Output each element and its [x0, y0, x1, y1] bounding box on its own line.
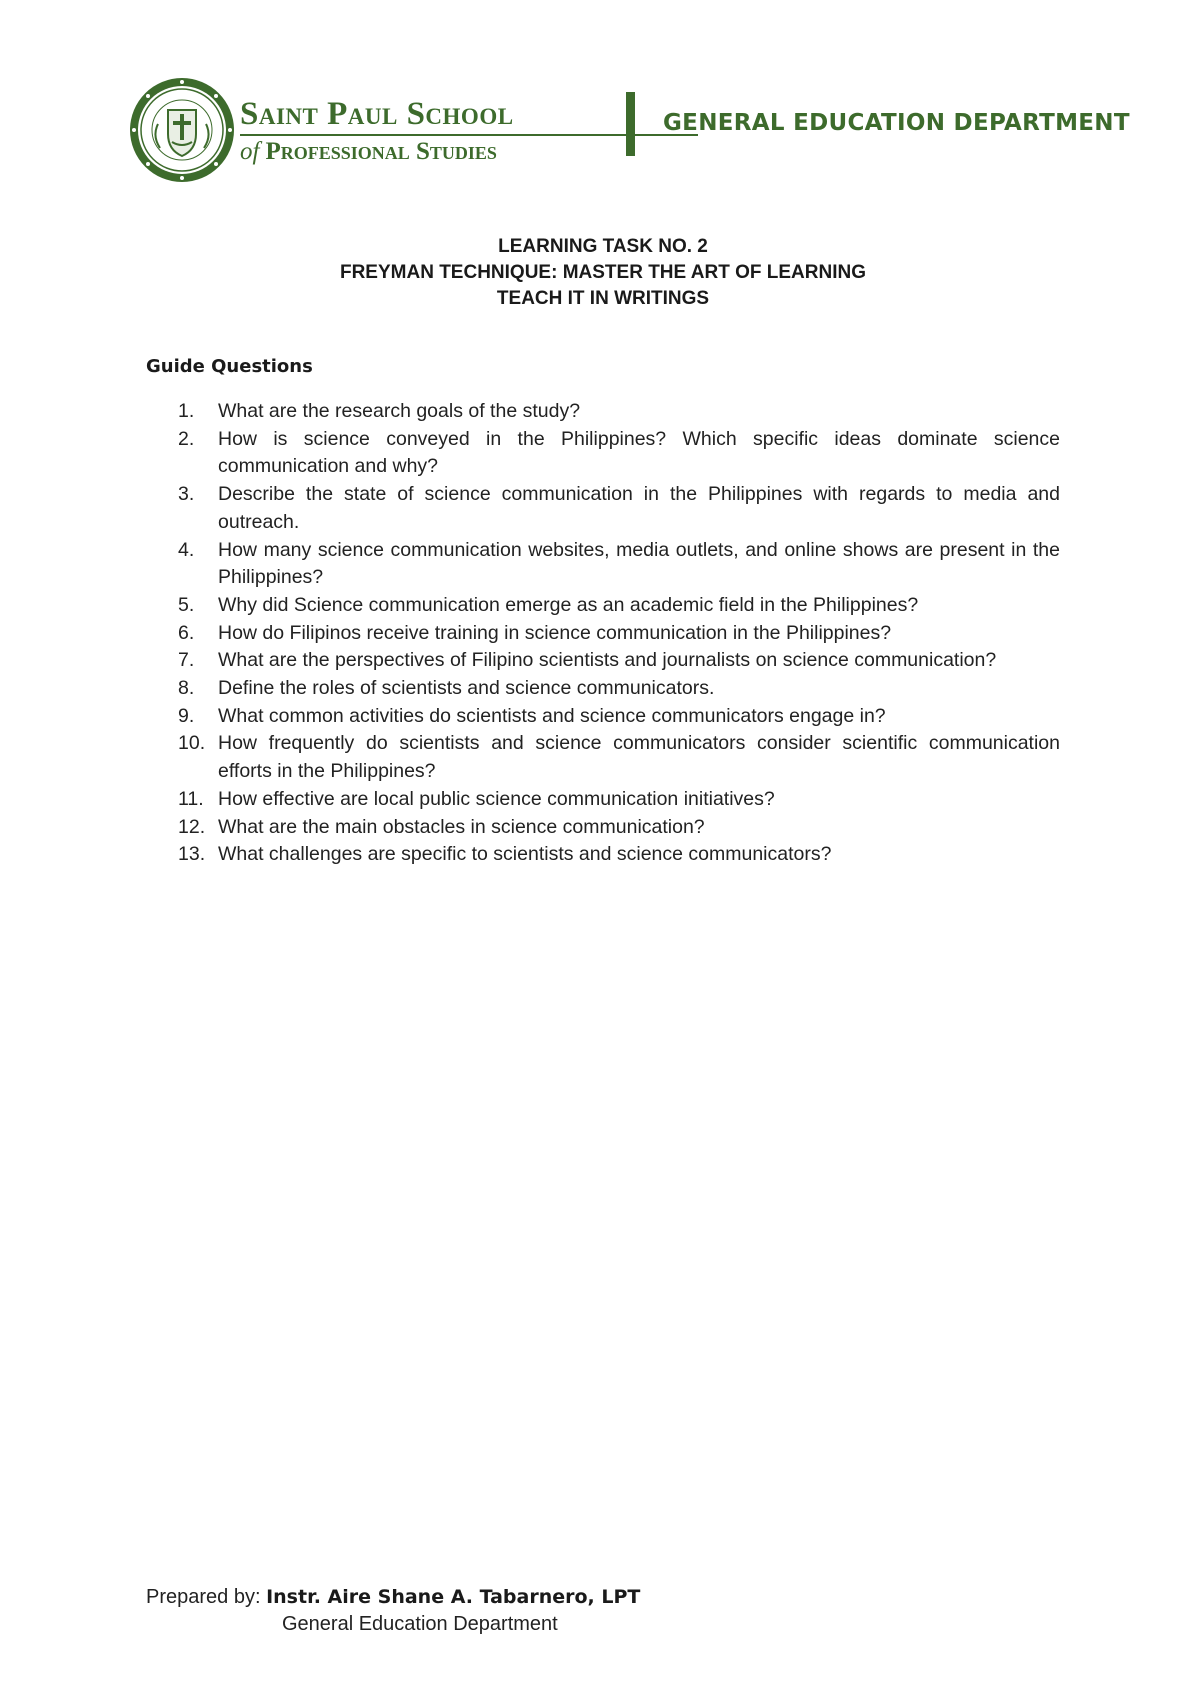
question-item — [178, 647, 1060, 675]
question-text: What challenges are specific to scientists and science communicators? — [218, 843, 832, 866]
prepared-by-label: Prepared by: — [146, 1586, 261, 1608]
question-number: 5. — [178, 593, 195, 616]
question-number: 3. — [178, 483, 195, 506]
letterhead — [128, 76, 1168, 186]
question-text: How do Filipinos receive training in science communication in the Philippines? — [218, 621, 892, 644]
school-name-of: of — [240, 138, 260, 165]
question-item — [178, 398, 1060, 426]
department-title: GENERAL EDUCATION DEPARTMENT — [663, 110, 1130, 136]
question-text: What common activities do scientists and science communicators engage in? — [218, 704, 886, 727]
question-item — [178, 786, 1060, 814]
task-title-line1: LEARNING TASK NO. 2 — [498, 236, 708, 257]
question-number: 2. — [178, 427, 195, 450]
question-text: Define the roles of scientists and science communicators. — [218, 677, 715, 700]
school-seal-icon — [128, 76, 236, 184]
guide-questions-heading: Guide Questions — [146, 356, 313, 377]
task-title — [0, 234, 1200, 312]
question-text: How is science conveyed in the Philippines? Which specific ideas dominate science communication and why? — [218, 427, 1060, 478]
school-name — [240, 96, 720, 166]
question-text: What are the research goals of the study? — [218, 400, 581, 422]
question-item — [178, 620, 1060, 648]
task-title-line2: FREYMAN TECHNIQUE: MASTER THE ART OF LEARNING — [339, 262, 866, 283]
school-name-line2 — [240, 138, 720, 166]
question-text: What are the perspectives of Filipino scientists and journalists on science communication? — [218, 649, 997, 672]
question-number: 6. — [178, 621, 195, 644]
question-text: Why did Science communication emerge as an academic field in the Philippines? — [218, 593, 919, 616]
question-item — [178, 481, 1060, 536]
header-divider — [626, 92, 635, 156]
question-number: 10. — [178, 732, 206, 755]
question-item — [178, 426, 1060, 481]
task-title-line3: TEACH IT IN WRITINGS — [496, 288, 710, 309]
guide-questions-list — [178, 398, 1060, 869]
school-name-line2-text: Professional Studies — [265, 138, 497, 165]
question-item — [178, 703, 1060, 731]
prepared-by-line1 — [146, 1584, 640, 1611]
question-number: 11. — [178, 787, 204, 810]
question-number: 7. — [178, 649, 195, 672]
question-number: 4. — [178, 538, 195, 561]
preparer-name: Instr. Aire Shane A. Tabarnero, LPT — [266, 1586, 641, 1608]
question-text: Describe the state of science communication in the Philippines with regards to media and outreach. — [218, 483, 1060, 533]
question-item — [178, 537, 1060, 592]
preparer-department: General Education Department — [282, 1613, 558, 1635]
school-name-line1: Saint Paul School — [240, 96, 514, 132]
question-number: 8. — [178, 677, 195, 700]
question-text: How many science communication websites, media outlets, and online shows are present in the Philippines? — [218, 538, 1060, 589]
question-item — [178, 841, 1060, 869]
question-item — [178, 675, 1060, 703]
question-text: How effective are local public science communication initiatives? — [218, 787, 775, 810]
question-item — [178, 730, 1060, 785]
question-number: 1. — [178, 400, 195, 422]
question-number: 13. — [178, 843, 206, 866]
question-text: How frequently do scientists and science communicators consider scientific communication efforts in the Philippines? — [218, 732, 1060, 783]
question-item — [178, 592, 1060, 620]
question-number: 12. — [178, 815, 206, 838]
question-text: What are the main obstacles in science communication? — [218, 815, 705, 838]
question-number: 9. — [178, 704, 195, 727]
question-item — [178, 814, 1060, 842]
prepared-by — [146, 1584, 640, 1638]
